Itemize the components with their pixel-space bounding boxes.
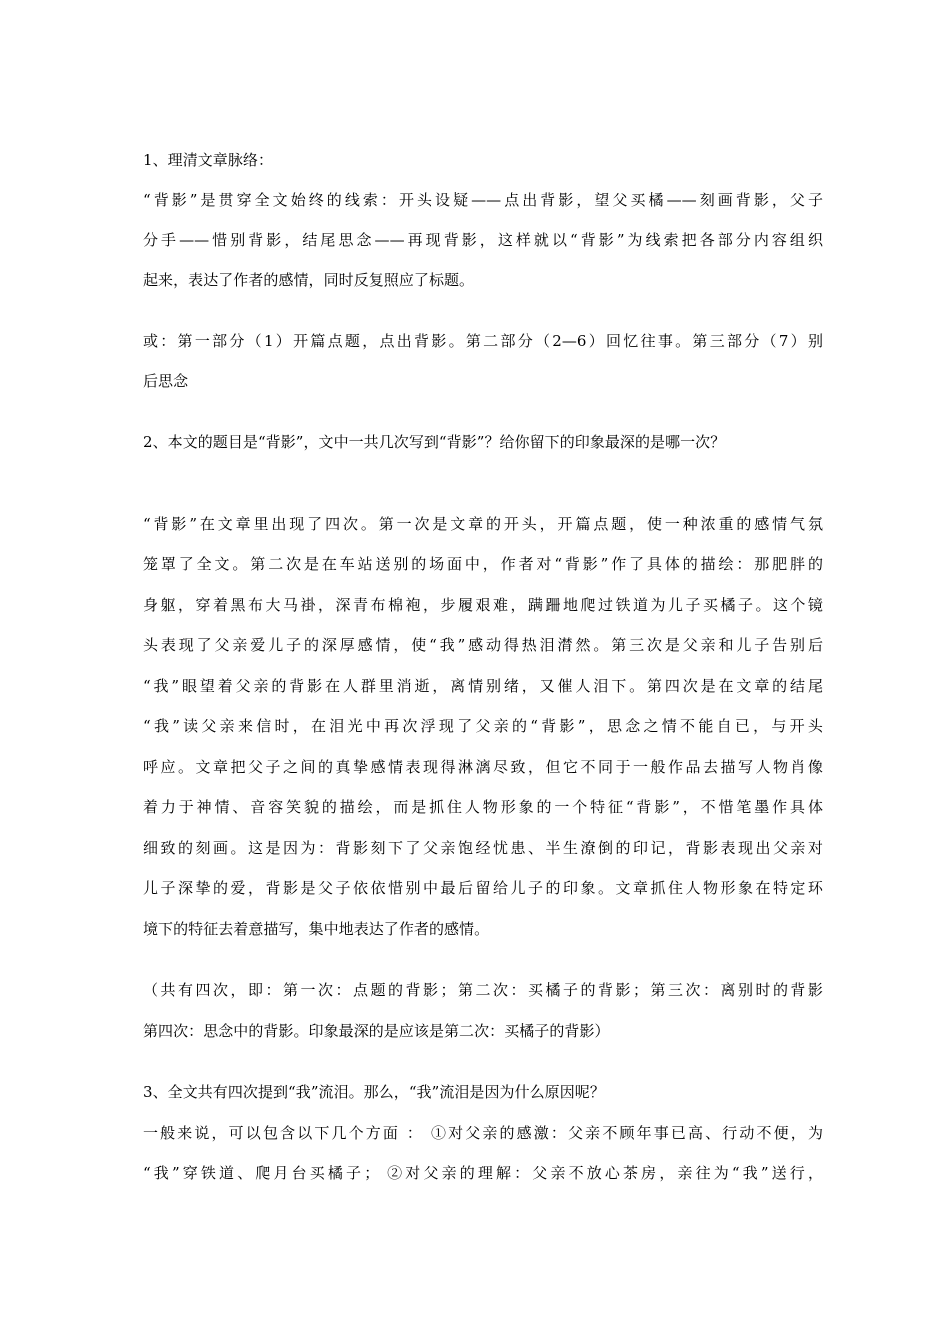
- paragraph-line: “我”读父亲来信时，在泪光中再次浮现了父亲的“背影”，思念之情不能自已，与开头: [143, 717, 823, 735]
- paragraph-line: 身躯，穿着黑布大马褂，深青布棉袍，步履艰难，蹒跚地爬过铁道为儿子买橘子。这个镜: [143, 596, 823, 614]
- paragraph-line: 分手——惜别背影，结尾思念——再现背影，这样就以“背影”为线索把各部分内容组织: [143, 231, 823, 249]
- heading-3: 3、全文共有四次提到“我”流泪。那么，“我”流泪是因为什么原因呢？: [143, 1083, 605, 1101]
- heading-1: 1、理清文章脉络：: [143, 151, 273, 169]
- paragraph-line: 一般来说，可以包含以下几个方面 ： ①对父亲的感激：父亲不顾年事已高、行动不便，为: [143, 1124, 823, 1142]
- paragraph-line: 儿子深挚的爱，背影是父子依依惜别中最后留给儿子的印象。文章抓住人物形象在特定环: [143, 879, 823, 897]
- heading-2: 2、本文的题目是“背影”，文中一共几次写到“背影”？给你留下的印象最深的是哪一次？: [143, 433, 726, 451]
- paragraph-line: 细致的刻画。这是因为：背影刻下了父亲饱经忧患、半生潦倒的印记，背影表现出父亲对: [143, 839, 823, 857]
- paragraph-line: 着力于神情、音容笑貌的描绘，而是抓住人物形象的一个特征“背影”，不惜笔墨作具体: [143, 798, 823, 816]
- paragraph-line: “背影”在文章里出现了四次。第一次是文章的开头，开篇点题，使一种浓重的感情气氛: [143, 515, 823, 533]
- paragraph-line: 后思念: [143, 372, 189, 390]
- paragraph-line: 呼应。文章把父子之间的真挚感情表现得淋漓尽致，但它不同于一般作品去描写人物肖像: [143, 758, 823, 776]
- paragraph-line: 第四次：思念中的背影。印象最深的是应该是第二次：买橘子的背影）: [143, 1022, 610, 1040]
- paragraph-line: “我”穿铁道、爬月台买橘子； ②对父亲的理解：父亲不放心茶房，亲往为“我”送行，: [143, 1164, 823, 1182]
- paragraph-line: 起来，表达了作者的感情，同时反复照应了标题。: [143, 271, 475, 289]
- paragraph-line: “我”眼望着父亲的背影在人群里消逝，离情别绪，又催人泪下。第四次是在文章的结尾: [143, 677, 823, 695]
- paragraph-line: 境下的特征去着意描写，集中地表达了作者的感情。: [143, 920, 490, 938]
- paragraph-line: 或：第一部分（1）开篇点题，点出背影。第二部分（2—6）回忆往事。第三部分（7）别: [143, 332, 823, 350]
- paragraph-line: 笼罩了全文。第二次是在车站送别的场面中，作者对“背影”作了具体的描绘：那肥胖的: [143, 555, 823, 573]
- paragraph-line: （共有四次，即：第一次：点题的背影；第二次：买橘子的背影；第三次：离别时的背影: [143, 981, 823, 999]
- paragraph-line: 头表现了父亲爱儿子的深厚感情，使“我”感动得热泪潸然。第三次是父亲和儿子告别后: [143, 636, 823, 654]
- paragraph-line: “背影”是贯穿全文始终的线索：开头设疑——点出背影，望父买橘——刻画背影，父子: [143, 191, 823, 209]
